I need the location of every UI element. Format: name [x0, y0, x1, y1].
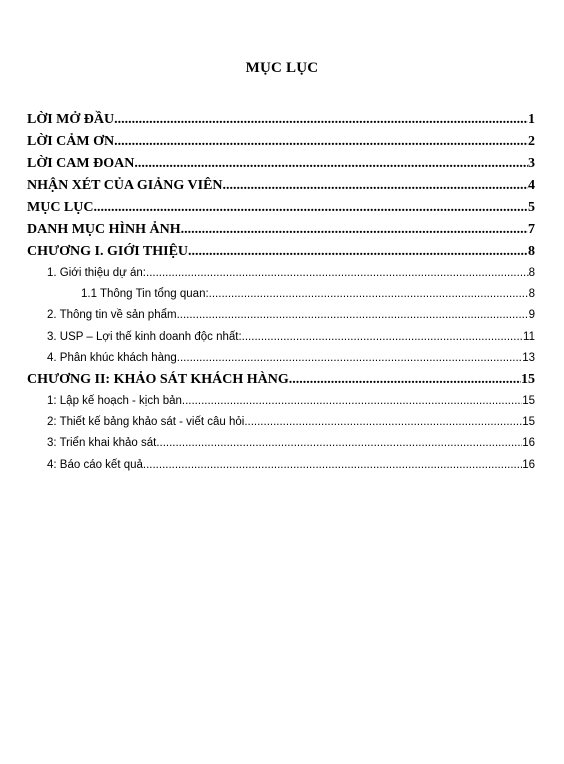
toc-entry[interactable]	[27, 284, 535, 305]
toc-entry-label: DANH MỤC HÌNH ẢNH	[27, 222, 181, 237]
dot-leader	[289, 369, 521, 391]
toc-entry[interactable]	[27, 412, 535, 433]
toc-entry-label: LỜI MỞ ĐẦU	[27, 112, 115, 127]
toc-heading: MỤC LỤC	[245, 60, 319, 76]
dot-leader	[114, 109, 528, 131]
dot-leader	[242, 327, 523, 348]
toc-entry[interactable]	[27, 348, 535, 369]
dot-leader	[143, 455, 522, 476]
toc-entry[interactable]	[27, 455, 535, 476]
toc-entry-page: 15	[522, 394, 535, 407]
toc-entry[interactable]	[27, 305, 535, 326]
dot-leader	[156, 433, 522, 454]
toc-entry[interactable]	[27, 219, 535, 241]
dot-leader	[177, 305, 529, 326]
dot-leader	[182, 391, 522, 412]
dot-leader	[188, 241, 528, 263]
toc-entry-page: 3	[528, 156, 535, 171]
toc-entry[interactable]	[27, 131, 535, 153]
toc-entry-label: MỤC LỤC	[27, 200, 94, 215]
toc-entry[interactable]	[27, 241, 535, 263]
toc-entry-label: 4. Phân khúc khách hàng	[47, 351, 177, 364]
toc-entry[interactable]	[27, 197, 535, 219]
toc-entry-label: 3: Triển khai khảo sát	[47, 437, 157, 450]
toc-entry-label: 2. Thông tin về sản phẩm	[47, 309, 177, 322]
dot-leader	[94, 197, 529, 219]
toc-entry[interactable]	[27, 175, 535, 197]
toc-entry-label: 3. USP – Lợi thế kinh doanh độc nhất:	[47, 330, 242, 343]
toc-entry-label: LỜI CẢM ƠN	[27, 134, 115, 149]
toc-entry[interactable]	[27, 369, 535, 391]
dot-leader	[134, 153, 528, 175]
toc-entry-label: NHẬN XÉT CỦA GIẢNG VIÊN	[27, 178, 223, 193]
toc-entry-page: 4	[528, 178, 535, 193]
toc-entry-page: 5	[528, 200, 535, 215]
toc-entry-page: 11	[523, 330, 535, 343]
toc-entry-page: 16	[522, 437, 535, 450]
toc-entry-label: 1: Lập kế hoạch - kịch bản	[47, 394, 182, 407]
toc-entry[interactable]	[27, 327, 535, 348]
toc-entry-label: 1.1 Thông Tin tổng quan:	[81, 288, 209, 301]
dot-leader	[146, 263, 529, 284]
toc-entry-label: LỜI CAM ĐOAN	[27, 156, 135, 171]
toc-entry-page: 13	[522, 351, 535, 364]
dot-leader	[181, 219, 528, 241]
toc-entry[interactable]	[27, 391, 535, 412]
toc-entry[interactable]	[27, 433, 535, 454]
toc-entry-page: 8	[528, 244, 535, 259]
toc-entry-page: 8	[528, 267, 535, 279]
toc-entry-page: 15	[522, 416, 535, 429]
toc-entry-page: 15	[521, 371, 535, 387]
toc-entry-label: 1. Giới thiệu dự án:	[47, 267, 146, 279]
toc-entry-label: CHƯƠNG II: KHẢO SÁT KHÁCH HÀNG	[27, 371, 289, 387]
toc-entry[interactable]	[27, 263, 535, 284]
table-of-contents	[27, 109, 535, 476]
toc-entry[interactable]	[27, 153, 535, 175]
toc-entry-page: 9	[528, 309, 535, 322]
toc-entry[interactable]	[27, 109, 535, 131]
toc-entry-page: 16	[522, 458, 535, 471]
dot-leader	[209, 284, 529, 305]
toc-entry-label: 2: Thiết kế bảng khảo sát - viết câu hỏi	[47, 416, 245, 429]
toc-entry-page: 7	[528, 222, 535, 237]
toc-entry-page: 8	[528, 288, 535, 301]
dot-leader	[177, 348, 522, 369]
dot-leader	[244, 412, 522, 433]
dot-leader	[223, 175, 528, 197]
toc-entry-label: 4: Báo cáo kết quả	[47, 458, 143, 471]
toc-entry-label: CHƯƠNG I. GIỚI THIỆU	[27, 244, 189, 259]
dot-leader	[114, 131, 528, 153]
toc-entry-page: 2	[528, 134, 535, 149]
toc-entry-page: 1	[528, 112, 535, 127]
